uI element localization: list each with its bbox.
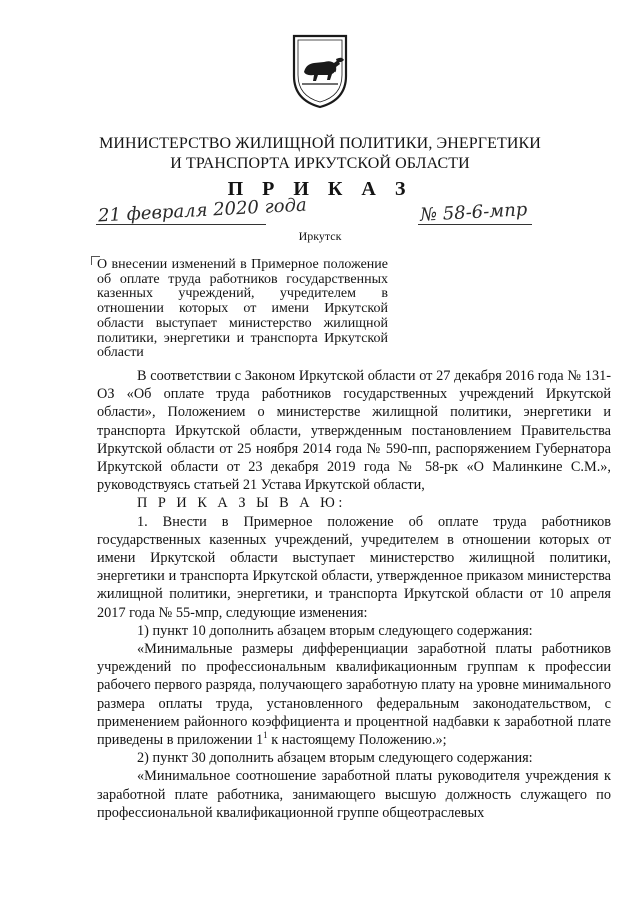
coat-of-arms-emblem [288,30,352,110]
number-underline [418,224,532,225]
item-2-heading: 2) пункт 30 дополнить абзацем вторым следующего содержания: [137,750,533,767]
ministry-name-line1: МИНИСТЕРСТВО ЖИЛИЩНОЙ ПОЛИТИКИ, ЭНЕРГЕТИКИ [99,135,541,152]
item-1-heading: 1) пункт 10 дополнить абзацем вторым следующего содержания: [137,622,533,639]
paragraph-1: 1. Внести в Примерное положение об оплате труда работников государственных казенных учреждений, учредителем в отношении которых от имени Иркутской области выступает министерство жилищной политики, энергетики и транспорта Иркутской области, утвержденное приказом министерства жилищной политики, энергетики, и транспорта Иркутской области от 10 апреля 2017 года № 55-мпр, следующие изменения: [97,513,611,621]
item-2-quote: «Минимальное соотношение заработной платы руководителя учреждения к заработной плате работника, занимающего высшую должность служащего по профессиональной квалификационной группе общеотраслевых [97,768,611,821]
city-name: Иркутск [298,229,342,243]
document-type-title: П Р И К А З [227,178,413,200]
order-subject: О внесении изменений в Примерное положение об оплате труда работников государственных казенных учреждений, учредителем в отношении которых от имени Иркутской области выступает министерство жилищной политики, энергетики и транспорта Иркутской области [97,257,388,361]
handwritten-order-number: № 58-6-мпр [419,199,528,226]
item-1-quote [97,640,611,749]
ministry-name-line2: И ТРАНСПОРТА ИРКУТСКОЙ ОБЛАСТИ [170,155,470,172]
order-word: П Р И К А З Ы В А Ю: [137,495,346,512]
preamble-paragraph: В соответствии с Законом Иркутской области от 27 декабря 2016 года № 131-ОЗ «Об оплате труда работников государственных учреждений Иркутской области», Положением о министерстве жилищной политики, энергетики и транспорта Иркутской области, утвержденным постановлением Правительства Иркутской области от 25 ноября 2014 года № 590-пп, распоряжением Губернатора Иркутской области от 23 декабря 2019 года № 58-рк «О Малинкине С.М.», руководствуясь статьей 21 Устава Иркутской области, [97,368,611,494]
item-1-quote-end: к настоящему Положению.»; [267,732,447,749]
appendix-superscript: 1 [263,730,268,741]
order-body [97,367,611,822]
date-underline [96,224,266,225]
handwritten-date: 21 февраля 2020 года [97,194,308,227]
item-1-quote-text: «Минимальные размеры дифференциации заработной платы работников учреждений по профессиональным квалификационным группам к профессии рабочего первого разряда, получающего заработную плату на уровне минимального размера оплаты труда, установленного федеральным законодательством, с применением районного коэффициента и процентной надбавки к заработной плате приведены в приложении 1 [97,641,611,749]
